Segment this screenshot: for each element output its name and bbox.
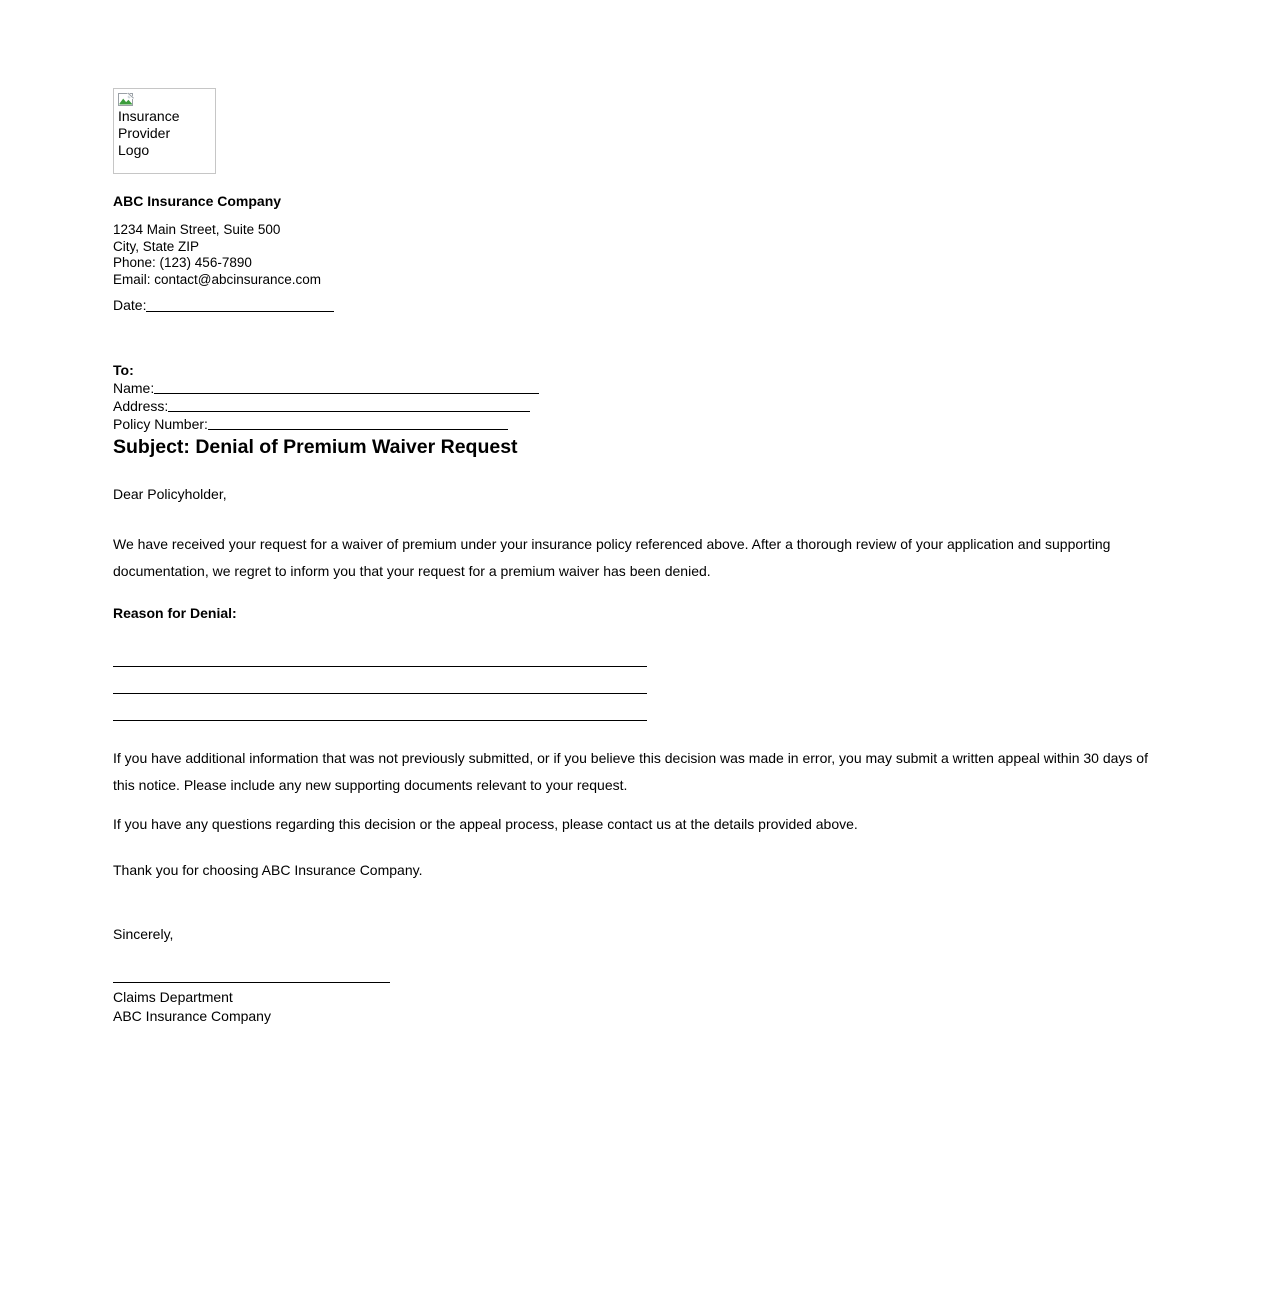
broken-image-icon <box>118 92 134 108</box>
signature-block <box>113 988 1148 1025</box>
recipient-name-label: Name: <box>113 380 155 396</box>
subject-heading: Subject: Denial of Premium Waiver Request <box>113 436 518 458</box>
recipient-policy-blank-field[interactable] <box>208 429 508 430</box>
recipient-address-row <box>113 397 1148 415</box>
recipient-name-row <box>113 379 1148 397</box>
date-row <box>113 296 1148 315</box>
body-paragraph-4: Thank you for choosing ABC Insurance Company. <box>113 862 423 878</box>
recipient-fields <box>113 379 1148 433</box>
logo-placeholder-inner <box>118 92 211 159</box>
recipient-heading: To: <box>113 362 134 378</box>
reason-blank-line[interactable] <box>113 694 647 721</box>
reason-blank-line[interactable] <box>113 640 647 667</box>
recipient-name-blank-field[interactable] <box>154 393 539 394</box>
company-address-line1: 1234 Main Street, Suite 500 <box>113 222 281 237</box>
date-blank-field[interactable] <box>146 311 334 312</box>
company-name-heading: ABC Insurance Company <box>113 193 282 209</box>
recipient-address-blank-field[interactable] <box>168 411 530 412</box>
body-paragraph-2: If you have additional information that was not previously submitted, or if you believe this decision was made in error, you may submit a written appeal within 30 days of this notice. Please include any new supporting documents relevant to your request. <box>113 750 1148 793</box>
body-paragraph-1: We have received your request for a waiver of premium under your insurance policy referenced above. After a thorough review of your application and supporting documentation, we regret to inform you that your request for a premium waiver has been denied. <box>113 536 1111 579</box>
company-contact-block <box>113 222 1148 288</box>
recipient-policy-label: Policy Number: <box>113 416 208 432</box>
closing-salutation: Sincerely, <box>113 926 174 942</box>
reason-blank-line[interactable] <box>113 667 647 694</box>
company-email: Email: contact@abcinsurance.com <box>113 271 322 287</box>
logo-alt-text: Insurance Provider Logo <box>118 108 180 158</box>
company-address-line2: City, State ZIP <box>113 238 200 254</box>
reason-blank-lines-group <box>113 640 1148 721</box>
body-paragraph-3: If you have any questions regarding this decision or the appeal process, please contact us at the details provided above. <box>113 816 858 832</box>
signature-department: Claims Department <box>113 989 233 1005</box>
reason-for-denial-heading: Reason for Denial: <box>113 605 237 621</box>
letter-body <box>113 88 1148 1025</box>
salutation: Dear Policyholder, <box>113 486 227 502</box>
company-phone: Phone: (123) 456-7890 <box>113 255 252 270</box>
recipient-policy-row <box>113 415 1148 433</box>
recipient-address-label: Address: <box>113 398 169 414</box>
date-label: Date: <box>113 297 147 313</box>
logo-placeholder <box>113 88 216 174</box>
signature-blank-line[interactable] <box>113 982 390 983</box>
signature-company: ABC Insurance Company <box>113 1007 271 1024</box>
